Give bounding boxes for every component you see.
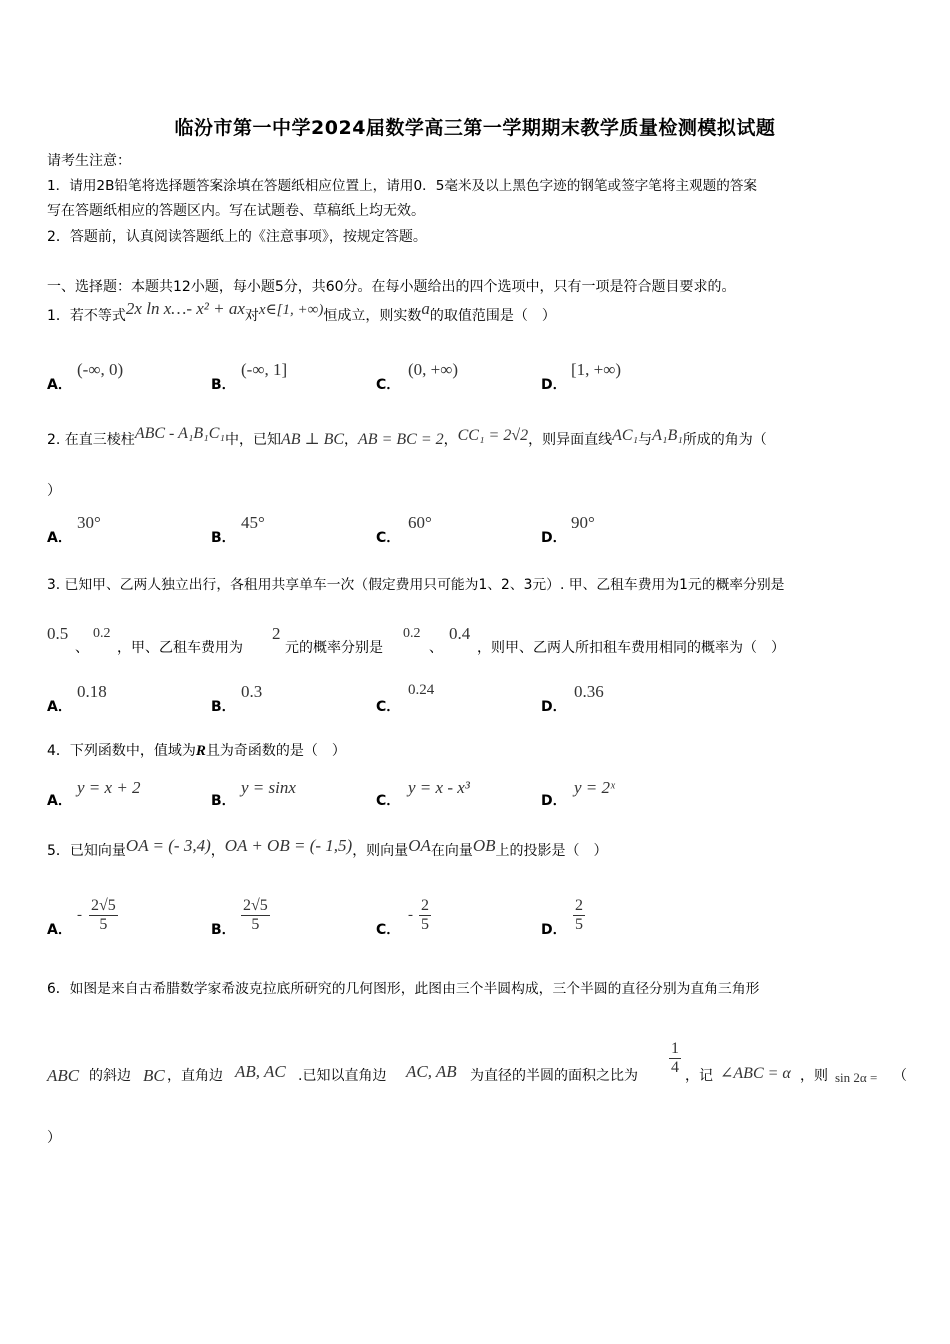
q3-text-3: 元的概率分别是 [285, 640, 383, 656]
q3-option-c-value: 0.24 [408, 682, 435, 698]
notice-line-1b: 写在答题纸相应的答题区内。写在试题卷、草稿纸上均无效。 [47, 203, 425, 219]
q3-p-yi-2: 0.4 [449, 624, 471, 643]
q4-set-r: R [195, 743, 206, 759]
q2-option-d-value: 90° [571, 513, 595, 532]
q4-option-c-value: y = x - x³ [408, 778, 470, 797]
q5-option-c-sign: - [408, 907, 413, 923]
q2-prism: ABC - A₁B₁C₁ [134, 425, 225, 442]
q3-p-yi-1: 0.2 [93, 626, 111, 641]
q4-text-2: 且为奇函数的是（ ） [205, 743, 346, 759]
q5-text-1: 5．已知向量 [47, 843, 126, 859]
q6-sin: sin 2α = [835, 1070, 878, 1085]
q5-option-b-fraction [241, 897, 270, 934]
q2-equal: AB = BC = 2 [358, 431, 444, 448]
q3-p-jia-2: 0.2 [403, 626, 421, 641]
q2-option-b-value: 45° [241, 513, 265, 532]
q1-text-4: 的取值范围是（ ） [429, 308, 556, 324]
q3-options [47, 682, 907, 715]
notice-line-1a: 1．请用2B铅笔将选择题答案涂填在答题纸相应位置上，请用0．5毫米及以上黑色字迹的钢笔或签字笔将主观题的答案 [47, 178, 758, 194]
q3-option-c-label[interactable]: C． [376, 699, 401, 715]
q6-text-2: ，直角边 [167, 1068, 223, 1084]
q3-line-1: 3. 已知甲、乙两人独立出行，各租用共享单车一次（假定费用只可能为1、2、3元）. 甲、乙租车费用为1元的概率分别是 [47, 577, 785, 593]
q5-vector-oa: OA = (- 3,4) [125, 836, 211, 855]
q2-text-7: 所成的角为（ [682, 432, 767, 448]
q5-options [47, 895, 907, 945]
q2-text-4: ， [443, 432, 458, 448]
q5-option-b-den: 5 [251, 916, 260, 933]
q2-a1b1: A₁B₁ [652, 427, 683, 444]
q6-line-1: 6．如图是来自古希腊数学家希波克拉底所研究的几何图形，此图由三个半圆构成，三个半圆的直径分别为直角三角形 [47, 981, 760, 997]
q3-cost-2: 2 [272, 624, 281, 643]
q4-option-b-label[interactable]: B． [211, 793, 236, 809]
q5-option-b-label[interactable]: B． [211, 922, 236, 938]
q6-text-4: 为直径的半圆的面积之比为 [470, 1068, 638, 1084]
q2-option-c-label[interactable]: C． [376, 530, 401, 546]
q5-option-d-den: 5 [575, 916, 583, 933]
q5-option-a-sign: - [77, 907, 82, 923]
notice-heading: 请考生注意： [47, 153, 131, 169]
q5-oa: OA [408, 836, 431, 855]
q4-option-b-value: y = sinx [241, 778, 296, 797]
q6-text-7: （ [893, 1068, 907, 1084]
q3-p-jia-1: 0.5 [47, 624, 69, 643]
question-2 [47, 425, 767, 450]
q6-line-2 [47, 1040, 917, 1090]
q2-text-6: 与 [638, 432, 653, 448]
q1-option-c-label[interactable]: C． [376, 377, 401, 393]
q5-option-d-num: 2 [575, 897, 583, 914]
q1-option-d-value: [1, +∞) [571, 360, 622, 379]
q4-option-d-value: y = 2ˣ [574, 778, 615, 797]
q4-options [47, 778, 907, 808]
question-1 [47, 299, 556, 326]
q1-option-c-value: (0, +∞) [408, 360, 459, 379]
q2-option-d-label[interactable]: D． [541, 530, 567, 546]
q5-option-c-den: 5 [421, 916, 429, 933]
q1-options [47, 360, 907, 393]
q6-text-5: ，记 [685, 1068, 713, 1084]
q1-option-b-label[interactable]: B． [211, 377, 236, 393]
q2-text-1: 2. 在直三棱柱 [47, 432, 135, 448]
q5-option-c-num: 2 [421, 897, 429, 914]
q1-option-d-label[interactable]: D． [541, 377, 567, 393]
q4-text-1: 4．下列函数中，值域为 [47, 743, 196, 759]
q3-option-a-value: 0.18 [77, 682, 107, 701]
q5-text-5: 上的投影是（ ） [495, 843, 608, 859]
q2-text-2: 中，已知 [224, 432, 281, 448]
notice-line-2: 2．答题前，认真阅读答题纸上的《注意事项》，按规定答题。 [47, 229, 427, 245]
q2-ac1: AC₁ [612, 427, 639, 444]
q5-option-a-num: 2√5 [91, 897, 116, 914]
q1-inequality: 2x ln x…- x² + ax [125, 299, 245, 318]
q2-text-3: ， [344, 432, 359, 448]
q6-triangle: ABC [47, 1066, 80, 1085]
q3-text-5: ，则甲、乙两人所扣租车费用相同的概率为（ ） [477, 640, 785, 656]
q5-option-a-label[interactable]: A． [47, 922, 72, 938]
q6-text-1: 的斜边 [89, 1068, 131, 1084]
q5-ob: OB [472, 836, 496, 855]
q1-domain: x∈[1, +∞) [258, 302, 324, 318]
q6-angle: ∠ABC = α [720, 1065, 791, 1082]
q6-text-6: ，则 [800, 1068, 828, 1084]
q6-hyp: BC [143, 1066, 165, 1085]
q1-option-b-value: (-∞, 1] [241, 360, 288, 379]
q3-option-a-label[interactable]: A． [47, 699, 72, 715]
q3-option-b-value: 0.3 [241, 682, 263, 701]
q3-option-d-value: 0.36 [574, 682, 604, 701]
q2-option-b-label[interactable]: B． [211, 530, 236, 546]
q5-text-3: ，则向量 [352, 843, 409, 859]
q5-text-4: 在向量 [430, 843, 473, 859]
q2-options [47, 513, 907, 546]
q3-line-2 [47, 624, 917, 664]
q2-option-a-value: 30° [77, 513, 101, 532]
q3-sep-1: 、 [75, 640, 89, 656]
q1-option-a-label[interactable]: A． [47, 377, 72, 393]
q6-text-3: .已知以直角边 [298, 1068, 387, 1084]
q5-option-c-fraction [419, 897, 431, 934]
q5-text-2: ， [210, 843, 225, 859]
q1-text-3: 恒成立，则实数 [323, 308, 422, 324]
q5-option-d-label[interactable]: D． [541, 922, 567, 938]
q4-option-a-value: y = x + 2 [77, 778, 141, 797]
q3-option-d-label[interactable]: D． [541, 699, 567, 715]
q6-close-paren: ） [47, 1130, 61, 1146]
q5-option-c-label[interactable]: C． [376, 922, 401, 938]
page-title: 临汾市第一中学2024届数学高三第一学期期末教学质量检测模拟试题 [174, 117, 776, 139]
q4-option-d-label[interactable]: D． [541, 793, 567, 809]
q1-option-a-value: (-∞, 0) [77, 360, 124, 379]
q3-sep-2: 、 [429, 640, 443, 656]
q6-legs-1: AB, AC [235, 1062, 286, 1081]
q6-legs-2: AC, AB [406, 1062, 457, 1081]
q6-ratio-num: 1 [671, 1040, 679, 1057]
q5-option-a-fraction [89, 897, 118, 934]
q3-text-2: ，甲、乙租车费用为 [117, 640, 243, 656]
q2-cc1: CC₁ = 2√2 [457, 427, 529, 444]
question-4 [47, 741, 346, 761]
q5-option-d-fraction [573, 897, 585, 934]
q1-text-1: 1．若不等式 [47, 308, 126, 324]
q5-vector-sum: OA + OB = (- 1,5) [224, 836, 353, 855]
q6-ratio-den: 4 [671, 1059, 679, 1076]
q2-perp: AB ⊥ BC [280, 431, 345, 448]
q2-option-a-label[interactable]: A． [47, 530, 72, 546]
q6-ratio [669, 1040, 681, 1077]
q1-var-a: a [421, 299, 430, 318]
section-heading: 一、选择题：本题共12小题，每小题5分，共60分。在每小题给出的四个选项中，只有一项是符合题目要求的。 [47, 279, 736, 295]
q5-option-b-num: 2√5 [243, 897, 268, 914]
q2-option-c-value: 60° [408, 513, 432, 532]
q1-text-2: 对 [244, 308, 259, 324]
q4-option-a-label[interactable]: A． [47, 793, 72, 809]
q3-option-b-label[interactable]: B． [211, 699, 236, 715]
q2-text-5: ，则异面直线 [528, 432, 613, 448]
q2-close-paren: ） [47, 483, 61, 499]
q4-option-c-label[interactable]: C． [376, 793, 401, 809]
question-5 [47, 836, 608, 861]
q5-option-a-den: 5 [99, 916, 108, 933]
